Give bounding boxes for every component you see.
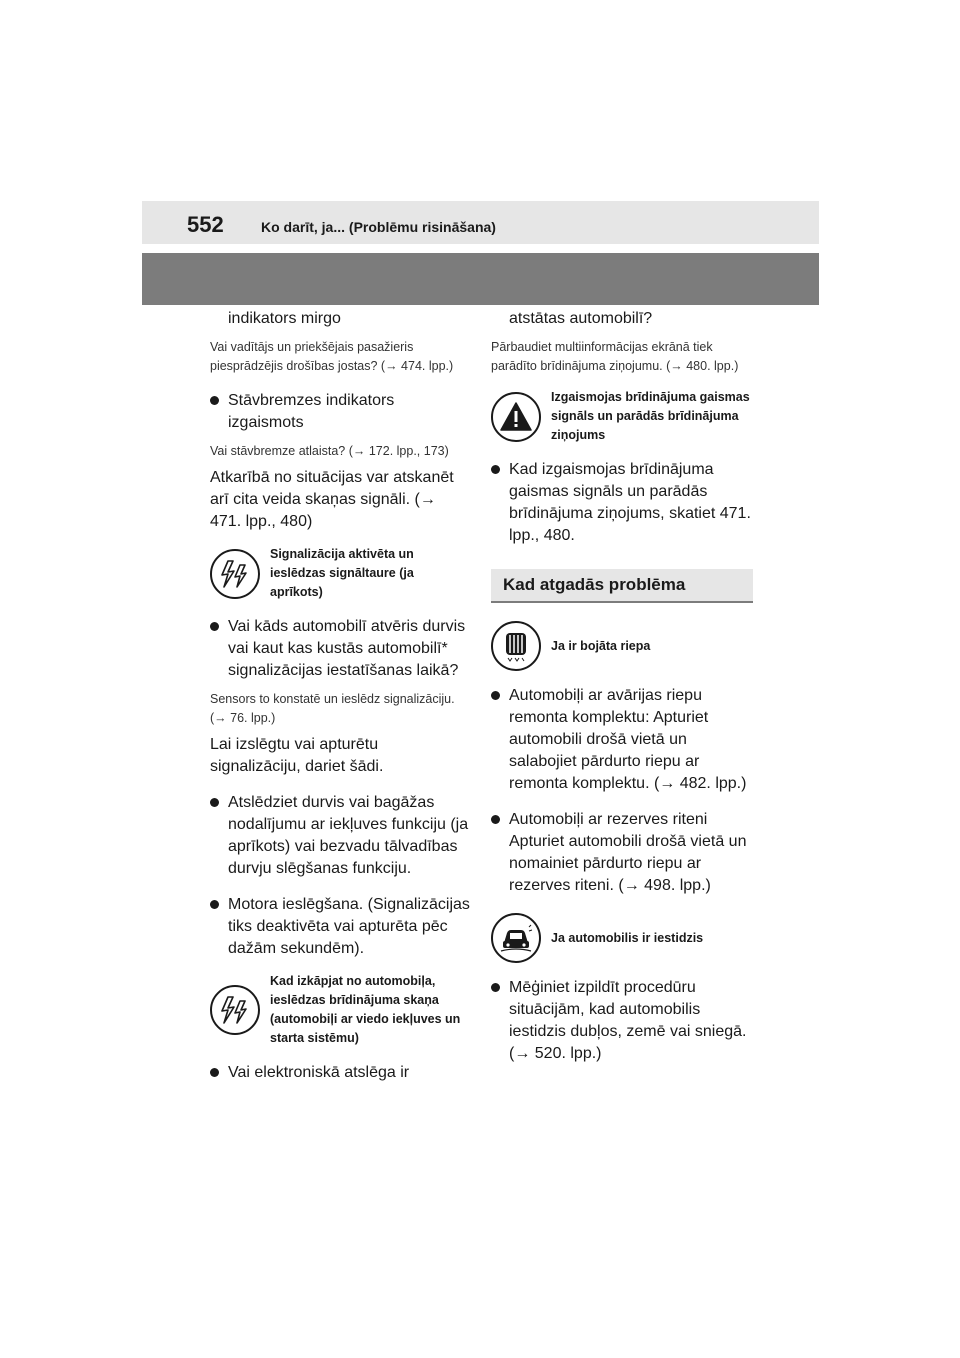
bullet-continuation: atstātas automobilī? xyxy=(509,310,653,327)
page-number: 552 xyxy=(187,212,224,237)
bullet-electronic-key: Vai elektroniskā atslēga ir xyxy=(210,1062,470,1084)
paragraph-stop-alarm: Lai izslēgtu vai apturētu signalizāciju, dariet šādi. xyxy=(210,736,384,775)
bullet-parking-brake: Stāvbremzes indikators izgaismots xyxy=(210,390,470,434)
bullet-dot xyxy=(210,622,219,631)
bullet-dot xyxy=(210,798,219,807)
bullet-unlock-doors: Atslēdziet durvis vai bagāžas nodalījumu ar iekļuves funkciju (ja aprīkots) vai bezvadu tālvadības durvju slēgšanas funkciju. xyxy=(210,792,470,880)
bullet-dot xyxy=(491,815,500,824)
warning-light-label: Izgaismojas brīdinājuma gaismas signāls un parādās brīdinājuma ziņojums xyxy=(551,390,750,442)
note-seatbelt: Vai vadītājs un priekšējais pasažieris piesprādzējis drošības jostas? (→ 474. lpp.) xyxy=(210,340,454,373)
bullet-door-opened: Vai kāds automobilī atvēris durvis vai kaut kas kustās automobilī* signalizācijas iestatīšanas laikā? xyxy=(210,616,470,682)
left-column xyxy=(210,306,470,1084)
section-banner xyxy=(142,253,819,305)
icon-row-flat-tire xyxy=(491,621,753,671)
chapter-title: Ko darīt, ja... (Problēmu risināšana) xyxy=(261,219,496,235)
bullet-spare-tire: Automobiļi ar rezerves riteni Apturiet automobili drošā vietā un nomainiet pārdurto riepu ar rezerves riteni. (→ 498. lpp.) xyxy=(491,809,753,897)
bullet-warning-message: Kad izgaismojas brīdinājuma gaismas signāls un parādās brīdinājuma ziņojums, skatiet 471. lpp., 480. xyxy=(491,459,753,547)
bullet-stuck-procedure: Mēģiniet izpildīt procedūru situācijām, kad automobilis iestidzis dubļos, zemē vai sniegā. (→ 520. lpp.) xyxy=(491,977,753,1065)
note-sensor: Sensors to konstatē un ieslēdz signalizāciju. (→ 76. lpp.) xyxy=(210,692,455,725)
bullet-dot xyxy=(210,900,219,909)
exit-warning-label: Kad izkāpjat no automobiļa, ieslēdzas brīdinājuma skaņa (automobiļi ar viedo iekļuves un starta sistēmu) xyxy=(270,974,461,1045)
alarm-label: Signalizācija aktivēta un ieslēdzas signāltaure (ja aprīkots) xyxy=(270,547,414,599)
note-parking-brake: Vai stāvbremze atlaista? (→ 172. lpp., 173) xyxy=(210,444,449,458)
icon-row-exit-warning xyxy=(210,972,470,1048)
bullet-start-engine: Motora ieslēgšana. (Signalizācijas tiks deaktivēta vai apturēta pēc dažām sekundēm). xyxy=(210,894,470,960)
right-column xyxy=(491,306,753,1065)
bullet-dot xyxy=(491,691,500,700)
icon-row-stuck xyxy=(491,913,753,963)
bullet-repair-kit: Automobiļi ar avārijas riepu remonta komplektu: Apturiet automobili drošā vietā un salabojiet pārdurto riepu ar remonta komplektu. (→ 482. lpp.) xyxy=(491,685,753,795)
stuck-car-icon xyxy=(491,913,541,963)
bullet-dot xyxy=(210,396,219,405)
warning-triangle-icon xyxy=(491,392,541,442)
alarm-lightning-icon xyxy=(210,549,260,599)
bullet-continuation: indikators mirgo xyxy=(228,310,341,327)
icon-row-warning-light xyxy=(491,388,753,445)
stuck-label: Ja automobilis ir iestidzis xyxy=(551,930,704,945)
flat-tire-label: Ja ir bojāta riepa xyxy=(551,638,651,653)
icon-row-alarm xyxy=(210,545,470,602)
bullet-dot xyxy=(491,983,500,992)
flat-tire-icon xyxy=(491,621,541,671)
bullet-dot xyxy=(491,465,500,474)
section-heading: Kad atgadās problēma xyxy=(491,569,753,603)
alarm-lightning-icon xyxy=(210,985,260,1035)
bullet-dot xyxy=(210,1068,219,1077)
note-multiinfo: Pārbaudiet multiinformācijas ekrānā tiek parādīto brīdinājuma ziņojumu. (→ 480. lpp.) xyxy=(491,340,739,373)
paragraph-other-sounds: Atkarībā no situācijas var atskanēt arī cita veida skaņas signāli. (→ 471. lpp., 480) xyxy=(210,469,454,530)
